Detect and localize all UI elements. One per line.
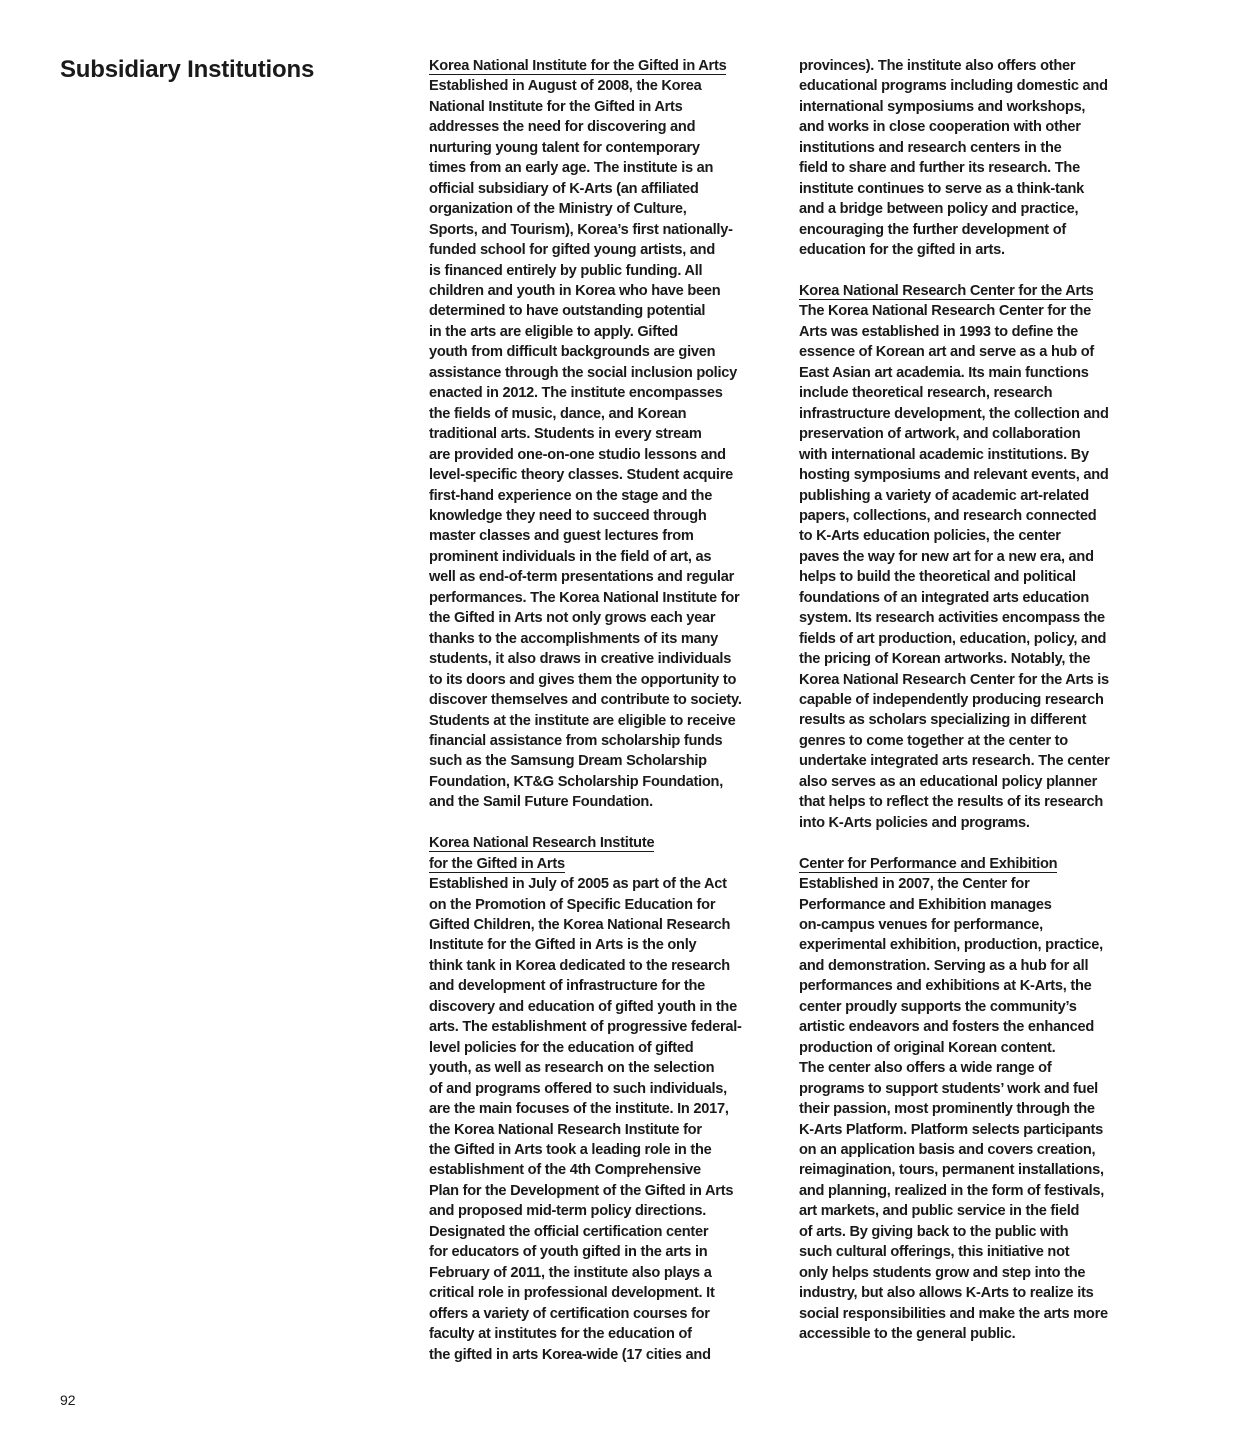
body-text-line: of and programs offered to such individuals, [429,1080,727,1097]
body-text-line: youth from difficult backgrounds are given [429,344,716,361]
body-text-line: establishment of the 4th Comprehensive [429,1162,701,1179]
body-text-line: discovery and education of gifted youth in the [429,998,737,1015]
body-text-line: with international academic institutions. By [799,446,1089,463]
body-text-line: are provided one-on-one studio lessons and [429,446,726,463]
body-text-line: essence of Korean art and serve as a hub of [799,344,1095,361]
body-text-line: results as scholars specializing in different [799,712,1087,729]
body-text-line: encouraging the further development of [799,221,1066,238]
section-gap [799,833,1149,853]
body-text-line: level-specific theory classes. Student acquire [429,467,734,484]
body-text-line: institute continues to serve as a think-tank [799,180,1084,197]
body-text-line: and works in close cooperation with other [799,119,1081,136]
body-text-line: master classes and guest lectures from [429,528,694,545]
body-text-line: critical role in professional development. It [429,1285,715,1302]
body-text-line: only helps students grow and step into the [799,1264,1086,1281]
body-text-line: field to share and further its research. The [799,160,1080,177]
body-text-line: infrastructure development, the collection and [799,405,1109,422]
body-text-line: for educators of youth gifted in the arts in [429,1244,708,1261]
section-heading [799,281,1149,301]
body-text-line: social responsibilities and make the arts more [799,1305,1108,1322]
body-text-line: children and youth in Korea who have been [429,282,721,299]
section-heading-text: Korea National Institute for the Gifted in Arts [429,58,727,74]
article-section [799,281,1149,833]
body-text-line: discover themselves and contribute to society. [429,692,742,709]
body-text-line: paves the way for new art for a new era, and [799,548,1094,565]
body-text-line: think tank in Korea dedicated to the research [429,957,730,974]
body-text-line: The Korea National Research Center for the [799,303,1091,320]
body-text-line: nurturing young talent for contemporary [429,139,700,156]
body-text-line: the pricing of Korean artworks. Notably, the [799,651,1091,668]
body-text-line: National Institute for the Gifted in Arts [429,98,683,115]
body-text-line: and planning, realized in the form of festivals, [799,1182,1105,1199]
body-text-line: Students at the institute are eligible to receive [429,712,736,729]
page-title: Subsidiary Institutions [60,56,315,83]
body-text-line: papers, collections, and research connected [799,507,1097,524]
body-text-line: level policies for the education of gifted [429,1039,694,1056]
body-text-line: and proposed mid-term policy directions. [429,1203,707,1220]
body-text-line: Established in 2007, the Center for [799,876,1030,893]
text-column-right [799,56,1149,1345]
body-text-line: fields of art production, education, policy, and [799,630,1107,647]
body-text-line: offers a variety of certification courses for [429,1305,710,1322]
body-text-line: Performance and Exhibition manages [799,896,1052,913]
body-text-line: Established in August of 2008, the Korea [429,78,702,95]
article-section [799,854,1149,1345]
body-text-line: first-hand experience on the stage and the [429,487,713,504]
body-text-line: times from an early age. The institute is an [429,160,714,177]
section-heading-text: Center for Performance and Exhibition [799,855,1058,872]
section-gap [429,813,779,833]
body-text-line: art markets, and public service in the field [799,1203,1080,1220]
body-text-line: the Korea National Research Institute for [429,1121,702,1138]
body-text-line: their passion, most prominently through the [799,1101,1095,1118]
body-text-line: capable of independently producing research [799,692,1104,709]
body-text-line: Designated the official certification center [429,1223,709,1240]
page-number: 92 [60,1392,76,1408]
body-text-line: the gifted in arts Korea-wide (17 cities and [429,1346,711,1363]
body-text-line: Sports, and Tourism), Korea’s first nationally- [429,221,733,238]
body-text-line: publishing a variety of academic art-related [799,487,1089,504]
body-text-line: and demonstration. Serving as a hub for all [799,957,1089,974]
body-text-line: industry, but also allows K-Arts to realize its [799,1285,1094,1302]
section-heading-text: Korea National Research Center for the Arts [799,282,1094,299]
body-text-line: February of 2011, the institute also plays a [429,1264,712,1281]
body-text-line: organization of the Ministry of Culture, [429,201,687,218]
body-text-line: faculty at institutes for the education of [429,1326,692,1343]
body-text-line: also serves as an educational policy planner [799,773,1098,790]
body-text-line: center proudly supports the community’s [799,998,1077,1015]
body-text-line: knowledge they need to succeed through [429,507,707,524]
body-text-line: thanks to the accomplishments of its many [429,630,718,647]
body-text-line: performances and exhibitions at K-Arts, the [799,978,1092,995]
body-text-line: into K-Arts policies and programs. [799,814,1030,831]
body-text-line: enacted in 2012. The institute encompasses [429,385,723,402]
body-text-line: on the Promotion of Specific Education for [429,896,716,913]
body-text-line: preservation of artwork, and collaboration [799,426,1081,443]
body-text-line: system. Its research activities encompass the [799,610,1105,627]
body-text-line: youth, as well as research on the selection [429,1060,715,1077]
body-text-line: education for the gifted in arts. [799,242,1005,259]
body-text-line: Foundation, KT&G Scholarship Foundation, [429,773,724,790]
body-text-line: performances. The Korea National Institute for [429,589,740,606]
body-text-line: financial assistance from scholarship funds [429,732,723,749]
body-text-line: production of original Korean content. [799,1039,1056,1056]
body-text-line: Arts was established in 1993 to define the [799,323,1079,340]
body-text-line: Korea National Research Center for the Arts is [799,671,1109,688]
body-text-line: K-Arts Platform. Platform selects participants [799,1121,1103,1138]
body-text-line: determined to have outstanding potential [429,303,706,320]
body-text-line: such cultural offerings, this initiative not [799,1244,1070,1261]
body-text-line: are the main focuses of the institute. In 2017, [429,1101,729,1118]
article-section [429,56,779,813]
body-text-line: provinces). The institute also offers other [799,58,1076,74]
body-text-line: The center also offers a wide range of [799,1060,1052,1077]
body-text-line: that helps to reflect the results of its research [799,794,1104,811]
section-heading [429,56,779,76]
body-text-line: foundations of an integrated arts education [799,589,1090,606]
body-text-line: undertake integrated arts research. The center [799,753,1110,770]
body-text-line: students, it also draws in creative individuals [429,651,732,668]
body-text-line: international symposiums and workshops, [799,98,1086,115]
section-gap [799,261,1149,281]
body-text-line: artistic endeavors and fosters the enhanced [799,1019,1095,1036]
body-text-line: on-campus venues for performance, [799,917,1043,933]
body-text-line: include theoretical research, research [799,385,1053,402]
body-text-line: such as the Samsung Dream Scholarship [429,753,707,770]
body-text-line: is financed entirely by public funding. All [429,262,703,279]
body-text-line: traditional arts. Students in every stream [429,426,702,443]
body-text-line: institutions and research centers in the [799,139,1062,156]
section-heading [429,833,779,853]
body-text-line: the Gifted in Arts took a leading role in the [429,1142,712,1158]
article-section [799,56,1149,261]
body-text-line: in the arts are eligible to apply. Gifted [429,323,678,340]
body-text-line: the fields of music, dance, and Korean [429,405,687,422]
body-text-line: Established in July of 2005 as part of the Act [429,876,727,893]
body-text-line: to K-Arts education policies, the center [799,528,1061,545]
body-text-line: and a bridge between policy and practice, [799,201,1079,218]
body-text-line: of arts. By giving back to the public with [799,1223,1069,1240]
section-heading-text: for the Gifted in Arts [429,855,565,872]
article-section [429,833,779,1365]
body-text-line: official subsidiary of K-Arts (an affiliated [429,180,699,197]
body-text-line: programs to support students’ work and fuel [799,1080,1098,1097]
body-text-line: genres to come together at the center to [799,732,1068,749]
body-text-line: educational programs including domestic and [799,78,1108,95]
body-text-line: Gifted Children, the Korea National Research [429,917,731,934]
body-text-line: Plan for the Development of the Gifted in Arts [429,1182,734,1199]
section-heading-text: Korea National Research Institute [429,835,655,852]
body-text-line: helps to build the theoretical and political [799,569,1076,586]
body-text-line: accessible to the general public. [799,1326,1016,1343]
text-column-left [429,56,779,1365]
body-text-line: hosting symposiums and relevant events, and [799,467,1109,484]
body-text-line: prominent individuals in the field of art, as [429,548,712,565]
body-text-line: arts. The establishment of progressive federal- [429,1019,742,1036]
body-text-line: reimagination, tours, permanent installations, [799,1162,1104,1179]
body-text-line: Institute for the Gifted in Arts is the only [429,937,697,954]
body-text-line: assistance through the social inclusion policy [429,364,738,381]
body-text-line: on an application basis and covers creation, [799,1141,1096,1158]
body-text-line: East Asian art academia. Its main functions [799,364,1089,381]
body-text-line: well as end-of-term presentations and regular [429,569,735,586]
body-text-line: to its doors and gives them the opportunity to [429,671,737,688]
section-heading [429,854,779,874]
body-text-line: the Gifted in Arts not only grows each year [429,610,716,627]
body-text-line: addresses the need for discovering and [429,119,696,136]
section-heading [799,854,1149,874]
body-text-line: experimental exhibition, production, practice, [799,937,1103,954]
body-text-line: and the Samil Future Foundation. [429,794,653,811]
body-text-line: and development of infrastructure for the [429,978,705,995]
body-text-line: funded school for gifted young artists, and [429,242,715,259]
